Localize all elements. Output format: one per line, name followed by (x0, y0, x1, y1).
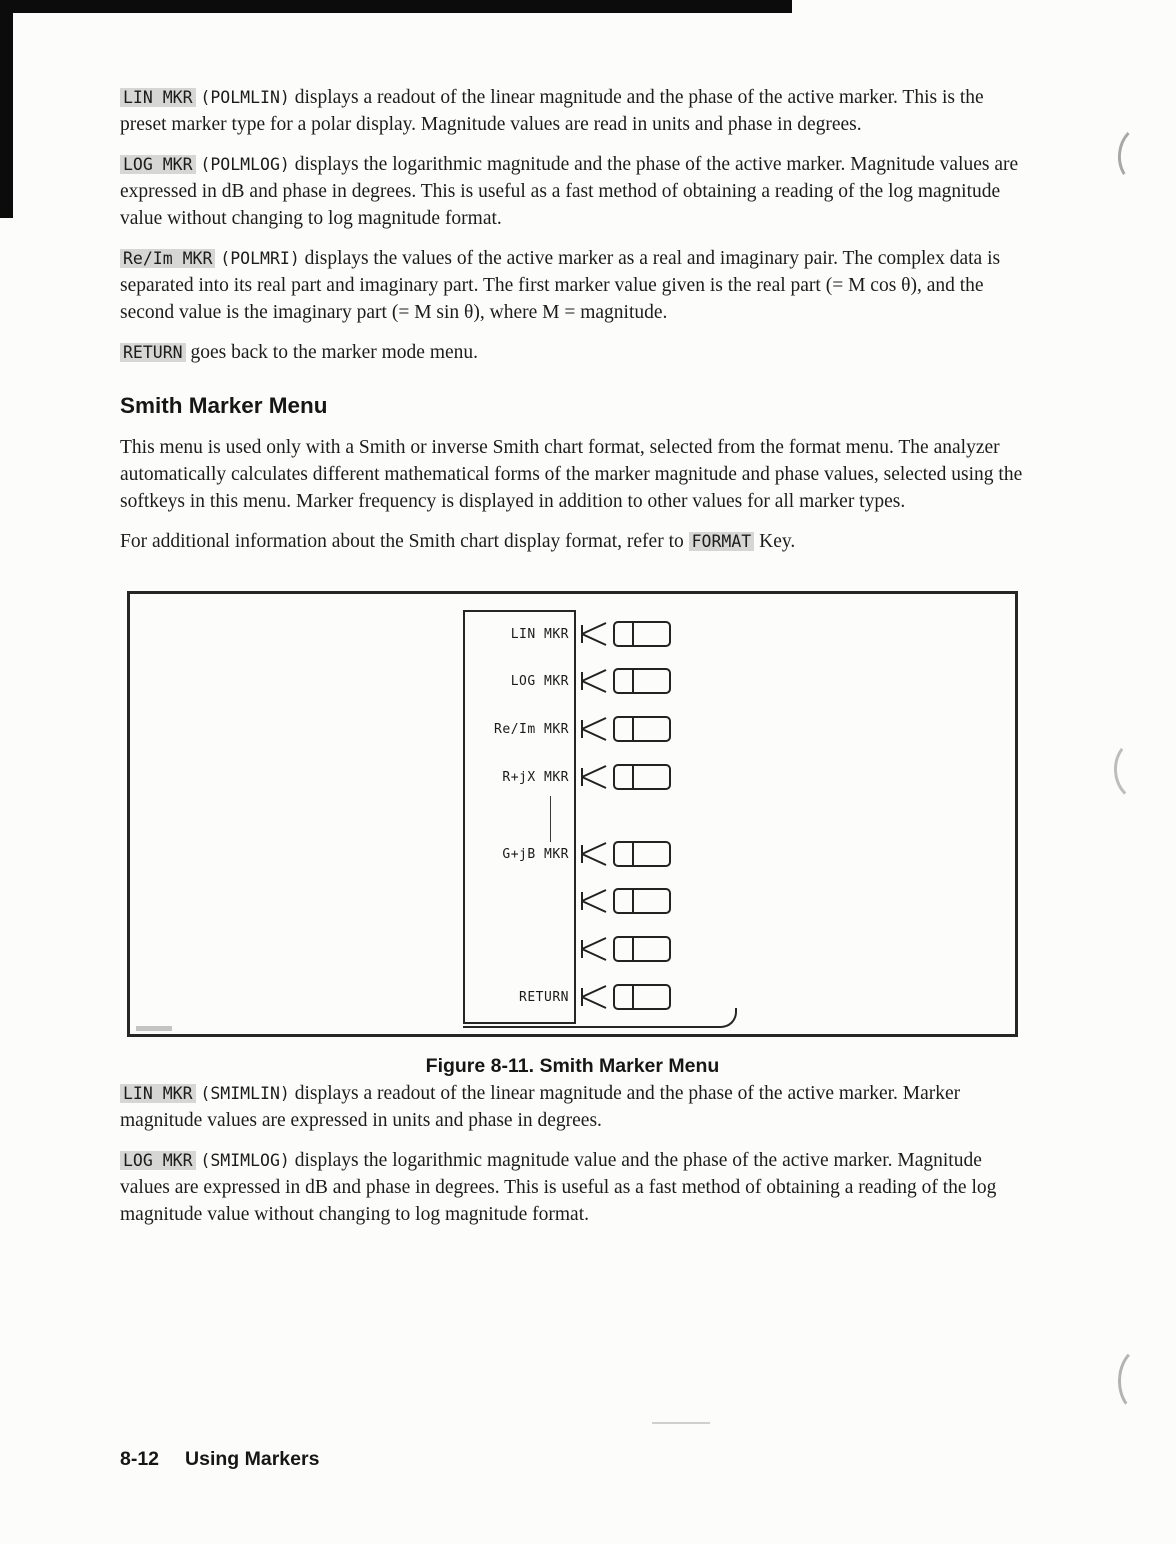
paragraph-log-mkr-polar (120, 151, 1032, 232)
page-content (120, 84, 1032, 1241)
scan-artifact-arc (1116, 1345, 1169, 1416)
menu-continuation-line (550, 796, 551, 842)
paragraph-text: displays a readout of the linear magnitude and the phase of the active marker. Marker magnitude values are expressed in units and phase in degrees. (120, 1083, 961, 1131)
paragraph-text: For additional information about the Smith chart display format, refer to (120, 531, 689, 552)
connector-bracket-icon (575, 935, 611, 963)
footer-section-title: Using Markers (185, 1448, 320, 1470)
softkey-row-return (463, 983, 813, 1011)
softkey-token: FORMAT (689, 532, 755, 551)
softkey-token: LOG MKR (120, 1151, 196, 1170)
connector-bracket-icon (575, 715, 611, 743)
paragraph-text: This menu is used only with a Smith or inverse Smith chart format, selected from the format menu. The analyzer automatically calculates different mathematical forms of the marker magnitude and phase values, selected using the softkeys in this menu. Marker frequency is displayed in addition to other values for all marker types. (120, 437, 1023, 512)
paragraph-text: displays the logarithmic magnitude and the phase of the active marker. Magnitude values are expressed in dB and phase in degrees. This is useful as a fast method of obtaining a reading of the log magnitude value without changing to log magnitude format. (120, 154, 1019, 229)
softkey-button-shape (613, 668, 671, 694)
softkey-button-divider (632, 890, 634, 912)
figure-caption: Figure 8-11. Smith Marker Menu (425, 1055, 720, 1077)
softkey-button-divider (632, 986, 634, 1008)
scan-artifact-arc (1115, 124, 1165, 186)
scan-artifact-top-bar (0, 0, 792, 13)
softkey-button-divider (632, 623, 634, 645)
connector-bracket-icon (575, 983, 611, 1011)
softkey-button-shape (613, 888, 671, 914)
softkey-token: LOG MKR (120, 155, 196, 174)
softkey-button-shape (613, 764, 671, 790)
paragraph-text: goes back to the marker mode menu. (185, 342, 479, 363)
softkey-label: LOG MKR (510, 673, 569, 689)
softkey-button-divider (632, 843, 634, 865)
connector-bracket-icon (575, 667, 611, 695)
scan-artifact-left-bar (0, 0, 13, 218)
command-mnemonic: (SMIMLOG) (200, 1151, 290, 1170)
softkey-row-lin-mkr (463, 620, 813, 648)
page-number: 8-12 (120, 1448, 160, 1470)
figure-footnote-mark (136, 1026, 172, 1031)
command-mnemonic: (POLMRI) (220, 249, 300, 268)
command-mnemonic: (POLMLIN) (200, 88, 290, 107)
softkey-label: Re/Im MKR (494, 721, 569, 737)
softkey-button-divider (632, 670, 634, 692)
softkey-row-rjx-mkr (463, 763, 813, 791)
softkey-token: RETURN (120, 343, 186, 362)
paragraph-text: displays the logarithmic magnitude value and the phase of the active marker. Magnitude values are expressed in dB and phase in degrees. This is useful as a fast method of obtaining a reading of the log magnitude value without changing to log magnitude format. (120, 1150, 997, 1225)
page-footer (120, 1448, 319, 1471)
paragraph-format-reference (120, 528, 1032, 555)
connector-bracket-icon (575, 620, 611, 648)
paragraph-return (120, 339, 1032, 366)
paragraph-log-mkr-smith (120, 1147, 1032, 1228)
softkey-button-shape (613, 716, 671, 742)
paragraph-lin-mkr-polar (120, 84, 1032, 138)
softkey-token: LIN MKR (120, 1084, 196, 1103)
softkey-token: Re/Im MKR (120, 249, 215, 268)
command-mnemonic: (POLMLOG) (200, 155, 290, 174)
paragraph-smith-menu-intro (120, 434, 1032, 515)
scan-artifact-arc (1112, 736, 1170, 804)
connector-bracket-icon (575, 840, 611, 868)
softkey-button-shape (613, 984, 671, 1010)
softkey-label: R+jX MKR (502, 769, 569, 785)
connector-bracket-icon (575, 887, 611, 915)
softkey-label: G+jB MKR (502, 846, 569, 862)
softkey-label: RETURN (519, 989, 569, 1005)
softkey-button-divider (632, 766, 634, 788)
softkey-row-log-mkr (463, 667, 813, 695)
softkey-row-blank-1 (463, 887, 813, 915)
softkey-button-shape (613, 936, 671, 962)
softkey-row-reim-mkr (463, 715, 813, 743)
connector-bracket-icon (575, 763, 611, 791)
paragraph-reim-mkr-polar (120, 245, 1032, 326)
softkey-button-divider (632, 718, 634, 740)
section-heading: Smith Marker Menu (120, 393, 328, 418)
softkey-button-shape (613, 841, 671, 867)
paragraph-lin-mkr-smith (120, 1080, 1032, 1134)
paragraph-text: Key. (754, 531, 796, 552)
panel-base-line (463, 1008, 737, 1028)
softkey-button-divider (632, 938, 634, 960)
figure-8-11-diagram (127, 591, 1018, 1037)
paragraph-text: displays a readout of the linear magnitude and the phase of the active marker. This is the preset marker type for a polar display. Magnitude values are read in units and phase in degrees. (120, 87, 984, 135)
softkey-token: LIN MKR (120, 88, 196, 107)
softkey-row-gjb-mkr (463, 840, 813, 868)
softkey-row-blank-2 (463, 935, 813, 963)
softkey-button-shape (613, 621, 671, 647)
command-mnemonic: (SMIMLIN) (200, 1084, 290, 1103)
softkey-label: LIN MKR (510, 626, 569, 642)
scan-artifact-smudge (652, 1422, 710, 1424)
paragraph-text: displays the values of the active marker as a real and imaginary pair. The complex data is separated into its real part and imaginary part. The first marker value given is the real part (= M cos θ), and the second value is the imaginary part (= M sin θ), where M = magnitude. (120, 248, 1001, 323)
